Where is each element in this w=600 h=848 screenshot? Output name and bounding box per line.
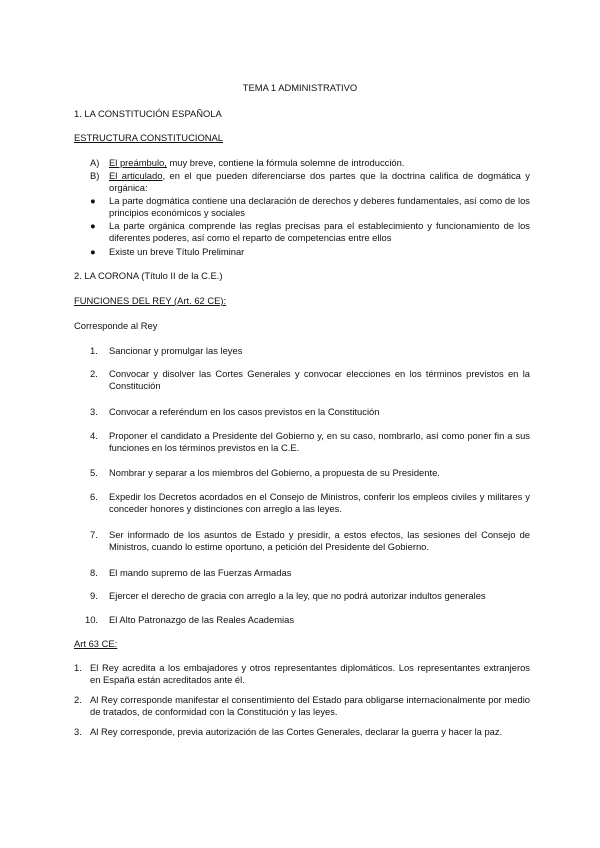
- bullet-icon: ●: [90, 220, 96, 231]
- subheading-estructura: ESTRUCTURA CONSTITUCIONAL: [74, 132, 223, 143]
- list-item: B) El articulado, en el que pueden diferenciarse dos partes que la doctrina califica de dogmática y orgánica:: [90, 170, 530, 194]
- list-item: 2. Al Rey corresponde manifestar el consentimiento del Estado para obligarse internacionalmente por medio de tratados, de conformidad con la Constitución y las leyes.: [74, 694, 530, 718]
- list-item: 7. Ser informado de los asuntos de Estado y presidir, a estos efectos, las sesiones del Consejo de Ministros, cuando lo estime oportuno, a petición del Presidente del Gobierno.: [90, 529, 530, 553]
- list-item: 4. Proponer el candidato a Presidente del Gobierno y, en su caso, nombrarlo, así como poner fin a sus funciones en los términos previstos en la C.E.: [90, 430, 530, 454]
- subheading-art63: Art 63 CE:: [74, 638, 118, 649]
- section-heading-corona: 2. LA CORONA (Título II de la C.E.): [74, 270, 223, 281]
- list-item: 5. Nombrar y separar a los miembros del Gobierno, a propuesta de su Presidente.: [90, 467, 440, 478]
- list-item: ● Existe un breve Título Preliminar: [90, 246, 245, 257]
- document-title: TEMA 1 ADMINISTRATIVO: [242, 82, 358, 93]
- list-item: 3. Convocar a referéndum en los casos previstos en la Constitución: [90, 406, 380, 417]
- list-item: 1. Sancionar y promulgar las leyes: [90, 345, 243, 356]
- list-item: 3. Al Rey corresponde, previa autorización de las Cortes Generales, declarar la guerra y hacer la paz.: [74, 726, 503, 737]
- list-item: A) El preámbulo, muy breve, contiene la fórmula solemne de introducción.: [90, 157, 405, 168]
- list-item: ● La parte orgánica comprende las reglas precisas para el establecimiento y funcionamiento de los diferentes poderes, así como el reparto de competencias entre ellos: [90, 220, 530, 244]
- intro-text: Corresponde al Rey: [74, 320, 158, 331]
- list-item: 6. Expedir los Decretos acordados en el Consejo de Ministros, conferir los empleos civiles y militares y conceder honores y distinciones con arreglo a las leyes.: [90, 491, 530, 515]
- subheading-funciones: FUNCIONES DEL REY (Art. 62 CE):: [74, 295, 227, 306]
- bullet-icon: ●: [90, 195, 96, 206]
- bullet-icon: ●: [90, 246, 96, 257]
- section-heading-constitucion: 1. LA CONSTITUCIÓN ESPAÑOLA: [74, 108, 222, 119]
- list-item: 9. Ejercer el derecho de gracia con arreglo a la ley, que no podrá autorizar indultos generales: [90, 590, 486, 601]
- list-item: 10. El Alto Patronazgo de las Reales Academias: [85, 614, 295, 625]
- list-item: 2. Convocar y disolver las Cortes Generales y convocar elecciones en los términos previstos en la Constitución: [90, 368, 530, 392]
- list-item: 1. El Rey acredita a los embajadores y otros representantes diplomáticos. Los representantes extranjeros en España están acreditados ante él.: [74, 662, 530, 686]
- list-item: ● La parte dogmática contiene una declaración de derechos y deberes fundamentales, así como de los principios económicos y sociales: [90, 195, 530, 219]
- list-item: 8. El mando supremo de las Fuerzas Armadas: [90, 567, 292, 578]
